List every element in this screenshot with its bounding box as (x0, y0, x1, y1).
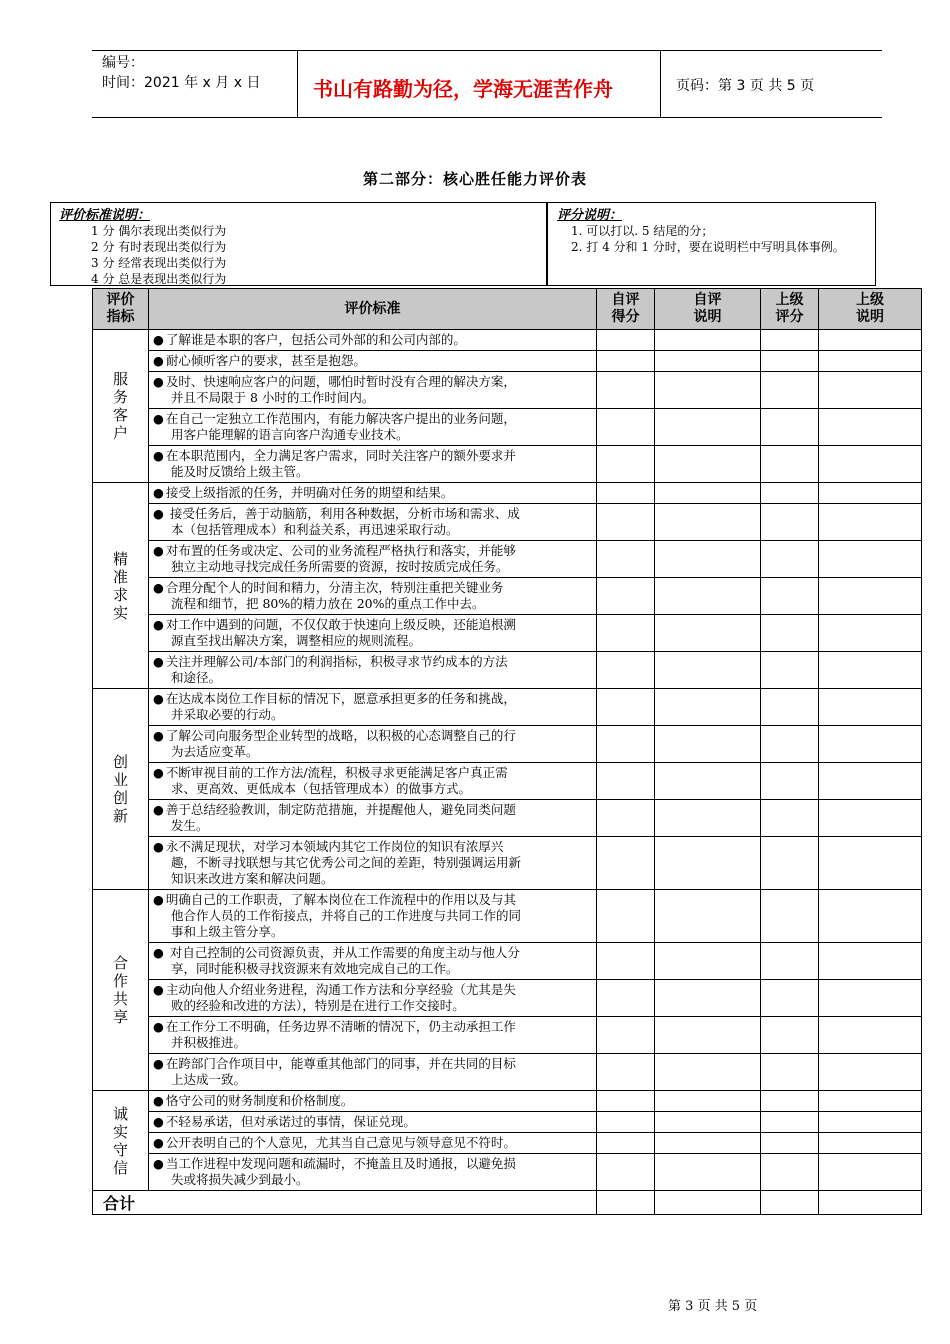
criterion-text: 在达成本岗位工作目标的情况下，愿意承担更多的任务和挑战， (165, 691, 516, 706)
bullet-icon: ● (153, 654, 164, 669)
criterion-cell (149, 541, 597, 578)
criterion-text: 了解谁是本职的客户，包括公司外部的和公司内部的。 (165, 332, 466, 347)
criterion-text: 发生。 (171, 818, 209, 833)
supervisor-score-cell[interactable] (761, 800, 819, 837)
column-header: 自评 得分 (597, 289, 655, 330)
bullet-icon: ● (153, 332, 164, 347)
criterion-text: 用客户能理解的语言向客户沟通专业技术。 (171, 427, 409, 442)
supervisor-note-cell[interactable] (819, 1054, 922, 1091)
criterion-text: 当工作进程中发现问题和疏漏时，不掩盖且及时通报，以避免损 (165, 1156, 516, 1171)
supervisor-note-cell[interactable] (819, 1133, 922, 1154)
category-cell (93, 330, 149, 483)
criterion-text: 公开表明自己的个人意见，尤其当自己意见与领导意见不符时。 (165, 1135, 516, 1150)
self-note-cell[interactable] (655, 980, 761, 1017)
supervisor-score-cell[interactable] (761, 890, 819, 943)
self-note-cell[interactable] (655, 504, 761, 541)
column-header: 自评 说明 (655, 289, 761, 330)
table-row (93, 409, 922, 446)
self-score-cell[interactable] (597, 1133, 655, 1154)
supervisor-note-cell[interactable] (819, 1091, 922, 1112)
category-name: 创业创新 (112, 753, 128, 825)
column-header: 评价 指标 (93, 289, 149, 330)
supervisor-score-cell[interactable] (761, 578, 819, 615)
self-note-cell[interactable] (655, 1017, 761, 1054)
criterion-text: 不轻易承诺，但对承诺过的事情，保证兑现。 (165, 1114, 416, 1129)
bullet-icon: ● (153, 892, 164, 907)
supervisor-score-cell[interactable] (761, 409, 819, 446)
supervisor-note-cell[interactable] (819, 943, 922, 980)
self-score-cell[interactable] (597, 1017, 655, 1054)
self-note-cell[interactable] (655, 1133, 761, 1154)
scoring-criteria-box (50, 202, 548, 286)
bullet-icon: ● (153, 1019, 164, 1034)
criterion-text: 失或将损失减少到最小。 (171, 1172, 309, 1187)
supervisor-note-cell[interactable] (819, 578, 922, 615)
criterion-text: 流程和细节，把 80%的精力放在 20%的重点工作中去。 (171, 596, 485, 611)
supervisor-note-cell[interactable] (819, 615, 922, 652)
category-cell (93, 890, 149, 1091)
category-name: 诚实守信 (112, 1104, 128, 1177)
supervisor-score-cell[interactable] (761, 1017, 819, 1054)
supervisor-score-total[interactable] (761, 1191, 819, 1215)
table-row (93, 446, 922, 483)
criterion-text: 对工作中遇到的问题，不仅仅敢于快速向上级反映，还能追根溯 (165, 617, 516, 632)
criterion-text: 在自己一定独立工作范围内，有能力解决客户提出的业务问题， (165, 411, 516, 426)
bullet-icon: ● (153, 1056, 164, 1071)
table-row (93, 1133, 922, 1154)
supervisor-score-cell[interactable] (761, 1133, 819, 1154)
supervisor-score-cell[interactable] (761, 1154, 819, 1191)
criterion-text: 源直至找出解决方案，调整相应的规则流程。 (171, 633, 422, 648)
criterion-cell (149, 689, 597, 726)
criterion-cell (149, 578, 597, 615)
supervisor-note-cell[interactable] (819, 372, 922, 409)
criterion-text: 主动向他人介绍业务进程，沟通工作方法和分享经验（尤其是失 (165, 982, 516, 997)
criterion-cell (149, 446, 597, 483)
scoring-notes-item: 1. 可以打以. 5 结尾的分； (571, 224, 714, 238)
bullet-icon: ● (153, 353, 164, 368)
table-row (93, 351, 922, 372)
self-note-cell[interactable] (655, 541, 761, 578)
criterion-cell (149, 615, 597, 652)
criterion-text: 在本职范围内，全力满足客户需求，同时关注客户的额外要求并 (165, 448, 516, 463)
self-score-cell[interactable] (597, 330, 655, 351)
table-row (93, 1091, 922, 1112)
criterion-cell (149, 504, 597, 541)
bullet-icon: ● (153, 765, 164, 780)
criterion-cell (149, 1017, 597, 1054)
supervisor-note-cell[interactable] (819, 1154, 922, 1191)
scoring-criteria-item: 1 分 偶尔表现出类似行为 (91, 224, 227, 238)
self-note-cell[interactable] (655, 372, 761, 409)
supervisor-note-cell[interactable] (819, 689, 922, 726)
bullet-icon: ● (153, 691, 164, 706)
bullet-icon: ● (153, 1156, 164, 1171)
table-row (93, 689, 922, 726)
supervisor-note-cell[interactable] (819, 726, 922, 763)
criterion-text: 并积极推进。 (171, 1035, 247, 1050)
self-note-cell[interactable] (655, 330, 761, 351)
self-note-cell[interactable] (655, 446, 761, 483)
self-score-cell[interactable] (597, 890, 655, 943)
criterion-text: 能及时反馈给上级主管。 (171, 464, 309, 479)
page-number-label: 页码：第 3 页 共 5 页 (676, 78, 815, 94)
bullet-icon: ● (153, 543, 164, 558)
header-bottom-rule (92, 117, 882, 118)
table-row (93, 615, 922, 652)
criterion-text: 求、更高效、更低成本（包括管理成本）的做事方式。 (171, 781, 472, 796)
category-name: 精准求实 (112, 549, 128, 622)
bullet-icon: ● (153, 802, 164, 817)
self-note-cell[interactable] (655, 409, 761, 446)
bullet-icon: ● (153, 374, 164, 389)
self-score-cell[interactable] (597, 726, 655, 763)
table-row (93, 652, 922, 689)
bullet-icon: ● (153, 580, 164, 595)
criterion-text: 并采取必要的行动。 (171, 707, 284, 722)
supervisor-note-cell[interactable] (819, 541, 922, 578)
supervisor-note-cell[interactable] (819, 409, 922, 446)
criterion-text: 知识来改进方案和解决问题。 (171, 871, 334, 886)
self-score-cell[interactable] (597, 578, 655, 615)
self-score-cell[interactable] (597, 541, 655, 578)
self-note-cell[interactable] (655, 615, 761, 652)
criterion-cell (149, 980, 597, 1017)
self-score-cell[interactable] (597, 943, 655, 980)
criterion-text: 恪守公司的财务制度和价格制度。 (165, 1093, 354, 1108)
bullet-icon: ● (153, 1135, 164, 1150)
scoring-notes-list (571, 223, 865, 255)
category-cell (93, 1091, 149, 1191)
criterion-cell (149, 837, 597, 890)
criterion-cell (149, 351, 597, 372)
criterion-cell (149, 1154, 597, 1191)
bullet-icon: ● (153, 728, 164, 743)
criterion-text: 享，同时能积极寻找资源来有效地完成自己的工作。 (171, 961, 459, 976)
table-row (93, 372, 922, 409)
table-row (93, 504, 922, 541)
table-row (93, 1154, 922, 1191)
self-note-cell[interactable] (655, 1154, 761, 1191)
criterion-text: 对自己控制的公司资源负责，并从工作需要的角度主动与他人分 (165, 945, 520, 960)
criterion-text: 耐心倾听客户的要求，甚至是抱怨。 (165, 353, 366, 368)
supervisor-score-cell[interactable] (761, 763, 819, 800)
scoring-criteria-list (91, 223, 547, 287)
bullet-icon: ● (153, 1093, 164, 1108)
supervisor-note-cell[interactable] (819, 351, 922, 372)
criterion-text: 为去适应变革。 (171, 744, 259, 759)
supervisor-score-cell[interactable] (761, 446, 819, 483)
self-score-cell[interactable] (597, 409, 655, 446)
criterion-text: 在工作分工不明确，任务边界不清晰的情况下，仍主动承担工作 (165, 1019, 516, 1034)
criterion-cell (149, 409, 597, 446)
table-row (93, 943, 922, 980)
competency-evaluation-table (92, 288, 922, 1215)
scoring-criteria-title: 评价标准说明： (59, 208, 151, 223)
supervisor-score-cell[interactable] (761, 615, 819, 652)
supervisor-note-cell[interactable] (819, 1017, 922, 1054)
self-score-cell[interactable] (597, 837, 655, 890)
supervisor-note-cell[interactable] (819, 980, 922, 1017)
self-score-cell[interactable] (597, 615, 655, 652)
criterion-text: 接受任务后，善于动脑筋，利用各种数据，分析市场和需求、成 (165, 506, 520, 521)
table-row (93, 890, 922, 943)
criterion-text: 事和上级主管分享。 (171, 924, 284, 939)
table-row (93, 1017, 922, 1054)
supervisor-note-cell[interactable] (819, 1112, 922, 1133)
column-header: 上级 评分 (761, 289, 819, 330)
self-score-cell[interactable] (597, 446, 655, 483)
column-header: 上级 说明 (819, 289, 922, 330)
criterion-text: 不断审视目前的工作方法/流程，积极寻求更能满足客户真正需 (165, 765, 508, 780)
scoring-criteria-item: 4 分 总是表现出类似行为 (91, 272, 227, 286)
supervisor-score-cell[interactable] (761, 504, 819, 541)
self-note-cell[interactable] (655, 578, 761, 615)
self-score-total[interactable] (597, 1191, 655, 1215)
supervisor-note-cell[interactable] (819, 890, 922, 943)
self-score-cell[interactable] (597, 483, 655, 504)
table-row (93, 541, 922, 578)
criterion-cell (149, 652, 597, 689)
scoring-criteria-item: 3 分 经常表现出类似行为 (91, 256, 227, 270)
criterion-text: 独立主动地寻找完成任务所需要的资源，按时按质完成任务。 (171, 559, 509, 574)
table-row (93, 1054, 922, 1091)
self-note-cell[interactable] (655, 943, 761, 980)
self-score-cell[interactable] (597, 1112, 655, 1133)
supervisor-note-cell[interactable] (819, 446, 922, 483)
self-note-cell[interactable] (655, 1112, 761, 1133)
criterion-cell (149, 1091, 597, 1112)
total-row (93, 1191, 922, 1215)
criterion-text: 接受上级指派的任务，并明确对任务的期望和结果。 (165, 485, 454, 500)
self-score-cell[interactable] (597, 1054, 655, 1091)
self-score-cell[interactable] (597, 1154, 655, 1191)
table-row (93, 1112, 922, 1133)
supervisor-score-cell[interactable] (761, 1054, 819, 1091)
self-score-cell[interactable] (597, 1091, 655, 1112)
bullet-icon: ● (153, 506, 164, 521)
criterion-cell (149, 1112, 597, 1133)
self-note-cell[interactable] (655, 483, 761, 504)
table-row (93, 763, 922, 800)
supervisor-score-cell[interactable] (761, 943, 819, 980)
self-score-cell[interactable] (597, 689, 655, 726)
supervisor-score-cell[interactable] (761, 1091, 819, 1112)
table-row (93, 726, 922, 763)
self-note-cell[interactable] (655, 1054, 761, 1091)
criterion-cell (149, 1054, 597, 1091)
category-cell (93, 483, 149, 689)
table-row (93, 578, 922, 615)
category-name: 合作共享 (112, 954, 128, 1026)
supervisor-score-cell[interactable] (761, 483, 819, 504)
supervisor-note-cell[interactable] (819, 483, 922, 504)
criterion-text: 他合作人员的工作衔接点，并将自己的工作进度与共同工作的同 (171, 908, 522, 923)
criterion-cell (149, 800, 597, 837)
table-row (93, 330, 922, 351)
scoring-notes-item: 2. 打 4 分和 1 分时，要在说明栏中写明具体事例。 (571, 240, 845, 254)
total-label: 合计 (93, 1191, 597, 1215)
criterion-text: 并且不局限于 8 小时的工作时间内。 (171, 390, 375, 405)
bullet-icon: ● (153, 839, 164, 854)
criterion-cell (149, 943, 597, 980)
criterion-cell (149, 726, 597, 763)
self-note-cell[interactable] (655, 689, 761, 726)
supervisor-note-cell[interactable] (819, 800, 922, 837)
self-score-cell[interactable] (597, 800, 655, 837)
scoring-notes-box (546, 202, 876, 286)
criterion-text: 败的经验和改进的方法），特别是在进行工作交接时。 (171, 998, 465, 1013)
column-header: 评价标准 (149, 289, 597, 330)
criterion-cell (149, 483, 597, 504)
page-footer: 第 3 页 共 5 页 (668, 1299, 758, 1314)
criterion-cell (149, 763, 597, 800)
criterion-cell (149, 1133, 597, 1154)
scoring-criteria-item: 2 分 有时表现出类似行为 (91, 240, 227, 254)
bullet-icon: ● (153, 1114, 164, 1129)
self-score-cell[interactable] (597, 504, 655, 541)
supervisor-score-cell[interactable] (761, 541, 819, 578)
supervisor-score-cell[interactable] (761, 726, 819, 763)
criterion-text: 和途径。 (171, 670, 222, 685)
supervisor-score-cell[interactable] (761, 351, 819, 372)
scoring-notes-title: 评分说明： (557, 208, 623, 223)
supervisor-note-cell[interactable] (819, 330, 922, 351)
supervisor-score-cell[interactable] (761, 652, 819, 689)
criterion-text: 关注并理解公司/本部门的利润指标，积极寻求节约成本的方法 (165, 654, 508, 669)
criterion-text: 对布置的任务或决定、公司的业务流程严格执行和落实，并能够 (165, 543, 516, 558)
criterion-text: 趣，不断寻找联想与其它优秀公司之间的差距，特别强调运用新 (171, 855, 522, 870)
criterion-text: 在跨部门合作项目中，能尊重其他部门的同事，并在共同的目标 (165, 1056, 516, 1071)
supervisor-score-cell[interactable] (761, 372, 819, 409)
supervisor-score-cell[interactable] (761, 330, 819, 351)
header-divider (660, 51, 661, 117)
self-note-cell[interactable] (655, 726, 761, 763)
bullet-icon: ● (153, 411, 164, 426)
table-row (93, 980, 922, 1017)
header-top-rule (92, 50, 882, 51)
self-note-total[interactable] (655, 1191, 761, 1215)
criterion-cell (149, 330, 597, 351)
self-note-cell[interactable] (655, 351, 761, 372)
table-row (93, 483, 922, 504)
criterion-text: 善于总结经验教训，制定防范措施，并提醒他人，避免同类问题 (165, 802, 516, 817)
supervisor-note-cell[interactable] (819, 763, 922, 800)
criterion-text: 本（包括管理成本）和利益关系，再迅速采取行动。 (171, 522, 459, 537)
bullet-icon: ● (153, 982, 164, 997)
supervisor-score-cell[interactable] (761, 837, 819, 890)
header-motto: 书山有路勤为径，学海无涯苦作舟 (313, 77, 613, 101)
bullet-icon: ● (153, 617, 164, 632)
doc-time-label: 时间：2021 年 x 月 x 日 (102, 75, 261, 91)
bullet-icon: ● (153, 945, 164, 960)
supervisor-note-total[interactable] (819, 1191, 922, 1215)
criterion-cell (149, 372, 597, 409)
self-score-cell[interactable] (597, 372, 655, 409)
self-note-cell[interactable] (655, 1091, 761, 1112)
criterion-text: 及时、快速响应客户的问题，哪怕时暂时没有合理的解决方案， (165, 374, 516, 389)
header-divider (297, 51, 298, 117)
supervisor-note-cell[interactable] (819, 837, 922, 890)
table-row (93, 837, 922, 890)
self-score-cell[interactable] (597, 652, 655, 689)
category-cell (93, 689, 149, 890)
criterion-text: 了解公司向服务型企业转型的战略，以积极的心态调整自己的行 (165, 728, 516, 743)
self-note-cell[interactable] (655, 763, 761, 800)
bullet-icon: ● (153, 448, 164, 463)
supervisor-score-cell[interactable] (761, 689, 819, 726)
self-score-cell[interactable] (597, 351, 655, 372)
self-note-cell[interactable] (655, 800, 761, 837)
bullet-icon: ● (153, 485, 164, 500)
table-header-row (93, 289, 922, 330)
criterion-text: 合理分配个人的时间和精力，分清主次，特别注重把关键业务 (165, 580, 504, 595)
doc-number-label: 编号： (102, 55, 144, 71)
supervisor-score-cell[interactable] (761, 1112, 819, 1133)
self-score-cell[interactable] (597, 980, 655, 1017)
supervisor-score-cell[interactable] (761, 980, 819, 1017)
table-row (93, 800, 922, 837)
self-score-cell[interactable] (597, 763, 655, 800)
criterion-text: 明确自己的工作职责，了解本岗位在工作流程中的作用以及与其 (165, 892, 516, 907)
supervisor-note-cell[interactable] (819, 652, 922, 689)
category-name: 服务客户 (112, 370, 128, 442)
self-note-cell[interactable] (655, 652, 761, 689)
page-title: 第二部分：核心胜任能力评价表 (362, 170, 587, 188)
supervisor-note-cell[interactable] (819, 504, 922, 541)
criterion-text: 永不满足现状，对学习本领域内其它工作岗位的知识有浓厚兴 (165, 839, 504, 854)
criterion-text: 上达成一致。 (171, 1072, 247, 1087)
self-note-cell[interactable] (655, 890, 761, 943)
self-note-cell[interactable] (655, 837, 761, 890)
criterion-cell (149, 890, 597, 943)
